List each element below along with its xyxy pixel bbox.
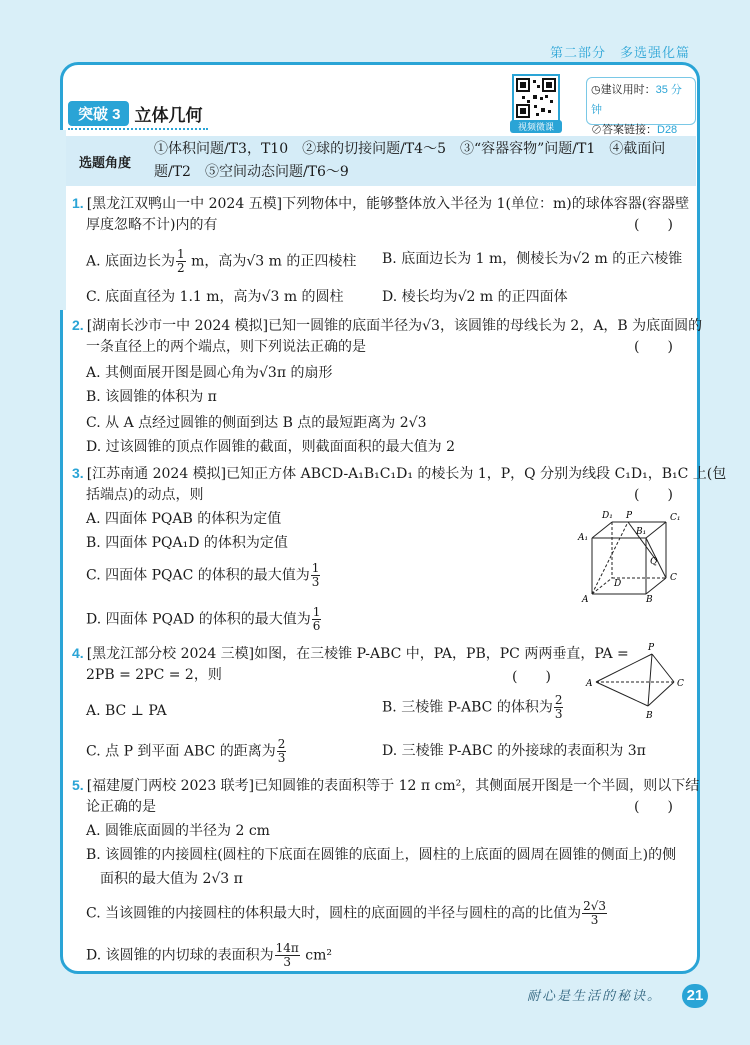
q4-option-a[interactable]: A. BC ⊥ PA (86, 703, 167, 719)
q5-stem-2: 论正确的是 (86, 799, 156, 815)
q5-option-b-1[interactable]: B. 该圆锥的内接圆柱(圆柱的下底面在圆锥的底面上，圆柱的上底面的圆周在圆锥的侧面上)的侧 (86, 847, 677, 863)
q4-option-b[interactable]: B. 三棱锥 P-ABC 的体积为 $\frac{2}{3}$ (382, 693, 563, 721)
label-p: P (626, 511, 633, 521)
qr-label: 视频微课 (510, 120, 562, 133)
q2-option-a[interactable]: A. 其侧面展开图是圆心角为√3π 的扇形 (86, 365, 333, 381)
label-d1: D₁ (602, 511, 613, 521)
q5-option-a[interactable]: A. 圆锥底面圆的半径为 2 cm (86, 823, 270, 839)
q2-answer-paren[interactable]: ( ) (634, 339, 673, 355)
q3-answer-paren[interactable]: ( ) (634, 487, 673, 503)
meta-box: ◷建议用时：35 分钟 ⊘答案链接：D28 (586, 77, 696, 125)
q5-option-b-2[interactable]: 面积的最大值为 2√3 π (100, 871, 243, 887)
q4-stem-2: 2PB = 2PC = 2，则 (86, 667, 222, 683)
pyramid-figure (584, 640, 688, 722)
q3-option-b[interactable]: B. 四面体 PQA₁D 的体积为定值 (86, 535, 288, 551)
q4-answer-paren[interactable]: ( ) (512, 669, 551, 685)
q1-stem-2: 厚度忽略不计)内的有 (86, 217, 218, 233)
q4-option-d[interactable]: D. 三棱锥 P-ABC 的外接球的表面积为 3π (382, 743, 646, 759)
cube-figure (572, 508, 690, 604)
q2-stem-1: 2. [湖南长沙市一中 2024 模拟]已知一圆锥的底面半径为√3，该圆锥的母线长为 2，A，B 为底面圆的 (72, 317, 703, 334)
title-text: 立体几何 (134, 105, 203, 125)
label-c: C (670, 573, 677, 583)
q4-stem-1: 4. [黑龙江部分校 2024 三模]如图，在三棱锥 P-ABC 中，PA，PB，PC 两两垂直，PA = (72, 645, 629, 662)
q3-stem-1: 3. [江苏南通 2024 模拟]已知正方体 ABCD-A₁B₁C₁D₁ 的棱长为 1，P，Q 分别为线段 C₁D₁，B₁C 上(包 (72, 465, 727, 482)
q5-stem-1: 5. [福建厦门两校 2023 联考]已知圆锥的表面积等于 12 π cm²，其侧面展开图是一个半圆，则以下结 (72, 777, 700, 794)
q1-stem-1: 1. [黑龙江双鸭山一中 2024 五模]下列物体中，能够整体放入半径为 1(单位：m)的球体容器(容器壁 (72, 195, 690, 212)
q3-option-c[interactable]: C. 四面体 PQAC 的体积的最大值为 $\frac{1}{3}$ (86, 561, 320, 589)
q3-stem-2: 括端点)的动点，则 (86, 487, 204, 503)
clock-icon: ◷ (591, 84, 601, 96)
section-header: 第二部分 多选强化篇 (549, 45, 690, 60)
label-d: D (614, 579, 622, 589)
link-icon: ⊘ (591, 124, 602, 136)
q1-option-d[interactable]: D. 棱长均为√2 m 的正四面体 (382, 289, 568, 305)
label-a: A (586, 679, 593, 689)
section-title (68, 100, 203, 126)
q2-stem-2: 一条直径上的两个端点，则下列说法正确的是 (86, 339, 366, 355)
title-badge: 突破 3 (68, 101, 129, 126)
q2-option-c[interactable]: C. 从 A 点经过圆锥的侧面到达 B 点的最短距离为 2√3 (86, 415, 427, 431)
label-p: P (648, 643, 655, 653)
q2-option-b[interactable]: B. 该圆锥的体积为 π (86, 389, 217, 405)
q1-option-a[interactable]: A. 底面边长为 $\frac{1}{2}$ m，高为√3 m 的正四棱柱 (86, 247, 357, 275)
q3-option-a[interactable]: A. 四面体 PQAB 的体积为定值 (86, 511, 282, 527)
label-a: A (582, 595, 589, 604)
label-q: Q (650, 557, 658, 567)
page-number: 21 (682, 984, 708, 1008)
q3-option-d[interactable]: D. 四面体 PQAD 的体积的最大值为 $\frac{1}{6}$ (86, 605, 321, 633)
topics-label: 选题角度 (78, 154, 131, 170)
q5-option-c[interactable]: C. 当该圆锥的内接圆柱的体积最大时，圆柱的底面圆的半径与圆柱的高的比值为 $\frac{2√3}{3}$ (86, 899, 607, 927)
label-a1: A₁ (578, 533, 589, 543)
footer-motto: 耐心是生活的秘诀。 (526, 989, 662, 1004)
q4-option-c[interactable]: C. 点 P 到平面 ABC 的距离为 $\frac{2}{3}$ (86, 737, 286, 765)
label-b: B (646, 595, 653, 604)
label-c1: C₁ (670, 513, 681, 523)
label-c: C (677, 679, 684, 689)
qr-code-icon[interactable] (512, 74, 560, 122)
q2-option-d[interactable]: D. 过该圆锥的顶点作圆锥的截面，则截面面积的最大值为 2 (86, 439, 455, 455)
label-b1: B₁ (636, 527, 647, 537)
label-b: B (646, 711, 653, 721)
q5-option-d[interactable]: D. 该圆锥的内切球的表面积为 $\frac{14\pi}{3}$ cm² (86, 941, 332, 969)
q1-option-b[interactable]: B. 底面边长为 1 m，侧棱长为√2 m 的正六棱锥 (382, 251, 683, 267)
q5-answer-paren[interactable]: ( ) (634, 799, 673, 815)
q1-answer-paren[interactable]: ( ) (634, 217, 673, 233)
topics-line-2: 题/T2 ⑤空间动态问题/T6～9 (154, 164, 349, 180)
topics-line-1: ①体积问题/T3，T10 ②球的切接问题/T4～5 ③“容器容物”问题/T1 ④截面问 (154, 141, 666, 157)
topics-box (66, 136, 696, 186)
q1-option-c[interactable]: C. 底面直径为 1.1 m，高为√3 m 的圆柱 (86, 289, 344, 305)
